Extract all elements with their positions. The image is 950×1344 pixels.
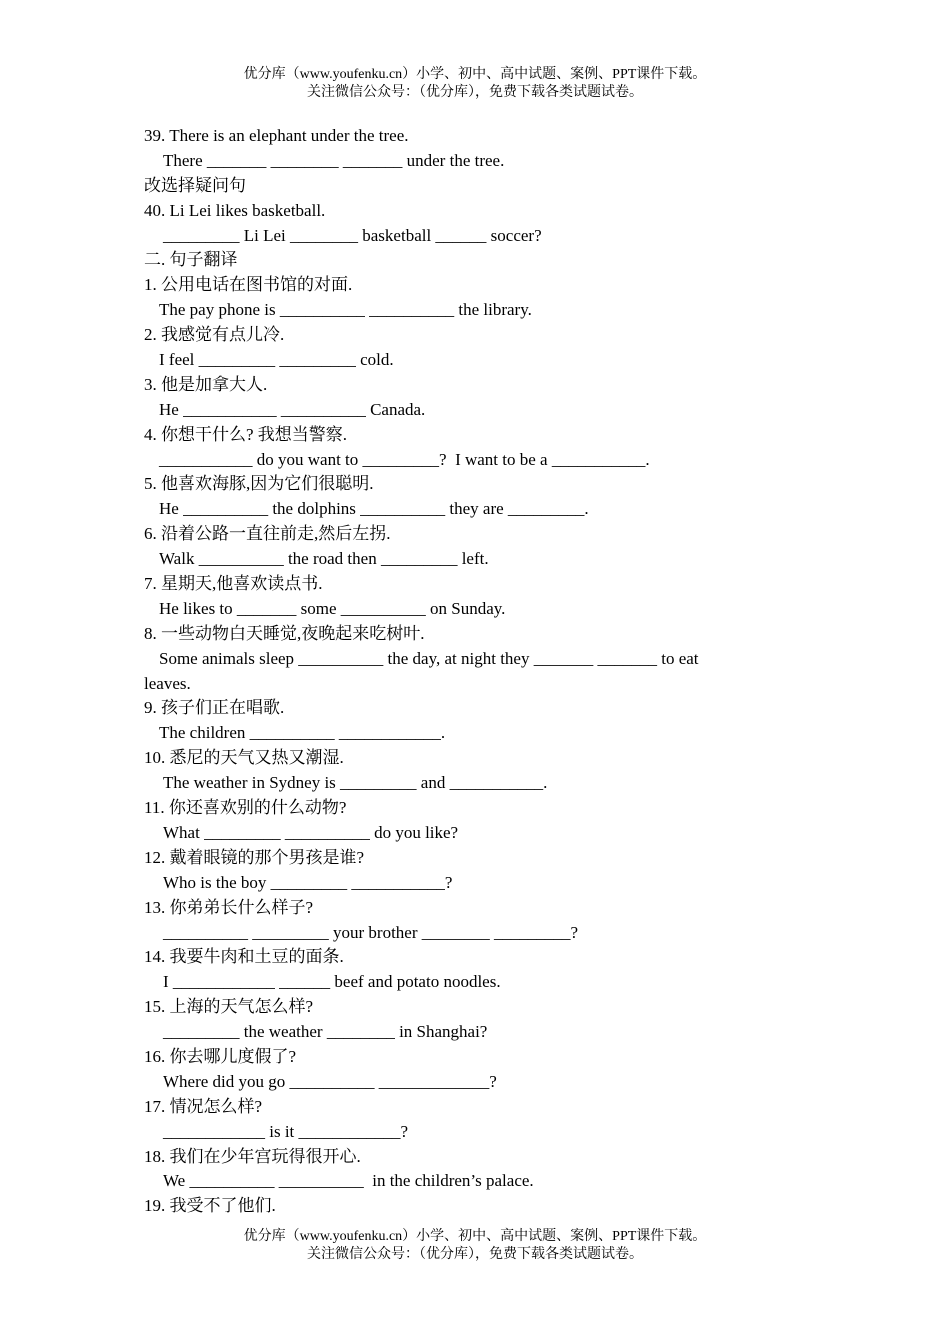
worksheet-line: ___________ do you want to _________? I want to be a ___________. [159, 449, 650, 469]
worksheet-line: I feel _________ _________ cold. [159, 350, 394, 370]
worksheet-line: 9. 孩子们正在唱歌. [144, 698, 285, 718]
worksheet-line: He __________ the dolphins __________ they are _________. [159, 499, 589, 519]
worksheet-line: 17. 情况怎么样? [144, 1096, 263, 1116]
worksheet-line: ____________ is it ____________? [163, 1121, 409, 1141]
worksheet-line: 11. 你还喜欢别的什么动物? [144, 798, 347, 818]
worksheet-line: Some animals sleep __________ the day, at night they _______ _______ to eat [159, 648, 699, 668]
worksheet-line: Walk __________ the road then _________ left. [159, 549, 489, 569]
worksheet-body [144, 124, 784, 1219]
worksheet-line: 2. 我感觉有点儿冷. [144, 325, 285, 345]
worksheet-line: What _________ __________ do you like? [163, 822, 459, 842]
worksheet-line: 16. 你去哪儿度假了? [144, 1046, 297, 1066]
worksheet-line: 二. 句子翻译 [144, 250, 238, 270]
page-header [0, 66, 950, 102]
worksheet-line: 19. 我受不了他们. [144, 1196, 276, 1216]
worksheet-line: 15. 上海的天气怎么样? [144, 997, 314, 1017]
worksheet-line: 1. 公用电话在图书馆的对面. [144, 275, 353, 295]
worksheet-line: 10. 悉尼的天气又热又潮湿. [144, 748, 344, 768]
worksheet-line: The weather in Sydney is _________ and ___________. [163, 773, 548, 793]
page-footer [0, 1228, 950, 1264]
worksheet-line: 3. 他是加拿大人. [144, 374, 268, 394]
worksheet-line: _________ Li Lei ________ basketball ______ soccer? [163, 225, 542, 245]
worksheet-line: 40. Li Lei likes basketball. [144, 200, 326, 220]
footer-line-1: 优分库（www.youfenku.cn）小学、初中、高中试题、案例、PPT课件下载。 [243, 1229, 707, 1244]
worksheet-line: There _______ ________ _______ under the tree. [163, 150, 505, 170]
worksheet-line: 5. 他喜欢海豚,因为它们很聪明. [144, 474, 374, 494]
worksheet-line: __________ _________ your brother ________ _________? [163, 922, 579, 942]
header-line-1: 优分库（www.youfenku.cn）小学、初中、高中试题、案例、PPT课件下载。 [243, 67, 707, 82]
worksheet-line: 39. There is an elephant under the tree. [144, 126, 409, 145]
worksheet-line: 7. 星期天,他喜欢读点书. [144, 574, 323, 594]
worksheet-line: _________ the weather ________ in Shanghai? [163, 1022, 488, 1042]
worksheet-line: Who is the boy _________ ___________? [163, 872, 453, 892]
worksheet-line: He likes to _______ some __________ on Sunday. [159, 598, 506, 618]
worksheet-line: I ____________ ______ beef and potato noodles. [163, 972, 501, 992]
worksheet-line: The pay phone is __________ __________ the library. [159, 300, 532, 320]
worksheet-line: leaves. [144, 673, 191, 693]
worksheet-line: The children __________ ____________. [159, 723, 446, 743]
worksheet-line: We __________ __________ in the children’s palace. [163, 1171, 534, 1191]
worksheet-line: 18. 我们在少年宫玩得很开心. [144, 1146, 361, 1166]
worksheet-line: 14. 我要牛肉和土豆的面条. [144, 947, 344, 967]
worksheet-line: 6. 沿着公路一直往前走,然后左拐. [144, 524, 391, 544]
worksheet-line: 改选择疑问句 [144, 175, 246, 195]
worksheet-line: 12. 戴着眼镜的那个男孩是谁? [144, 847, 365, 867]
header-line-2: 关注微信公众号：（优分库），免费下载各类试题试卷。 [307, 85, 643, 100]
worksheet-line: 4. 你想干什么? 我想当警察. [144, 424, 348, 444]
worksheet-line: 13. 你弟弟长什么样子? [144, 897, 314, 917]
worksheet-line: He ___________ __________ Canada. [159, 399, 426, 419]
worksheet-line: Where did you go __________ _____________? [163, 1071, 497, 1091]
worksheet-line: 8. 一些动物白天睡觉,夜晚起来吃树叶. [144, 623, 425, 643]
footer-line-2: 关注微信公众号：（优分库），免费下载各类试题试卷。 [307, 1247, 643, 1262]
